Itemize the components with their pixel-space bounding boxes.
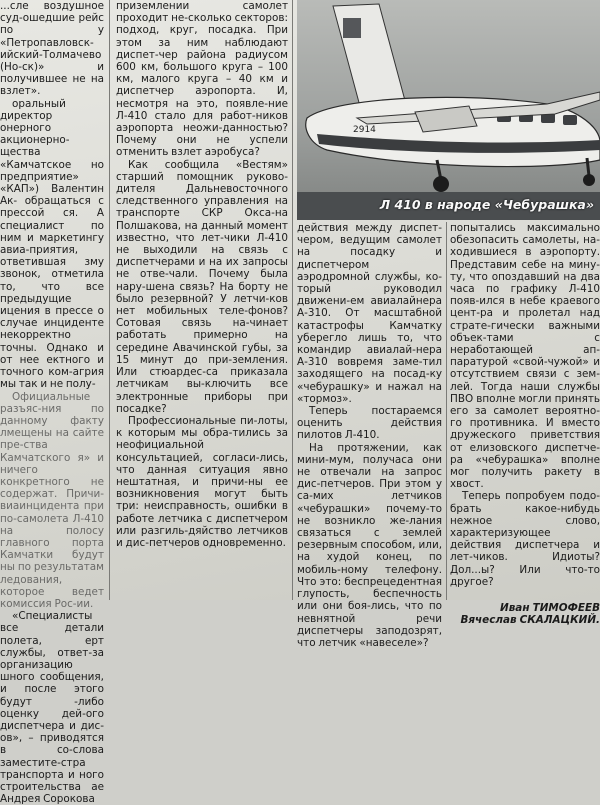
article-column-2 xyxy=(116,0,288,600)
column-divider xyxy=(446,222,447,600)
paragraph: Как сообщила «Вестям» старший помощник руково-дителя Дальневосточного следственного управления на транспорте СКР Окса-на Полшакова, на данный момент известно, что лет-чики Л-410 не выходили на связь с диспетчерами и на их запросы не отве-чали. Почему была нару-шена связь? На борту не было резервной? У летчи-ков нет мобильных теле-фонов? Сотовая связь на-чинает работать примерно на середине Авачинской губы, за 15 минут до при-земления. Или стюардес-са приказала летчикам вы-ключить все электронные приборы при посадке? xyxy=(116,158,288,415)
airplane-icon xyxy=(297,0,600,220)
article-column-1 xyxy=(0,0,104,805)
author-signature: Иван ТИМОФЕЕВ xyxy=(500,602,600,615)
paragraph: попытались максимально обезопасить самолеты, на-ходившиеся в аэропорту. Представим себе на мину-ту, что опоздавший на два часа по графику Л-410 появ-ился в небе краевого цент-ра и пролетал над страте-гически важными объек-тами с неработающей ап-паратурой «свой-чужой» и отсутствием связи с зем-лей. Тогда наши службы ПВО вполне могли принять его за самолет вероятно-го противника. И вместо дружеского приветствия от елизовского диспетче-ра «чебурашка» вполне мог получить ракету в хвост. xyxy=(450,222,600,491)
paragraph: действия между диспет-чером, ведущим самолет на посадку и диспетчером аэродромной службы, ко-торый руководил движени-ем авиалайнера А-310. От масштабной катастрофы Камчатку уберегло лишь то, что командир авиалай-нера А-310 вовремя заме-тил заходящего на посад-ку «чебурашку» и нажал на «тормоз». xyxy=(297,222,442,405)
paragraph: оральный директор онерного акционерно-щества «Камчатское но предприятие» «КАП») Валентин Ак- обращаться с прессой ся. А специалист по ним и маркетингу авиа-приятия, ответившая зму звонок, отметила то, что все предыдущие ицения в прессе о случае инциденте некорректно точны. Однако и от нее ектного и точного ком-агрия мы так и не полу- xyxy=(0,97,104,391)
photo-caption: Л 410 в народе «Чебурашка» xyxy=(379,197,594,212)
paragraph: На протяжении, как мини-мум, получаса они не отвечали на запрос дис-петчеров. При этом у са-мих летчиков «чебурашки» почему-то не возникло же-лания связаться с землей резервным способом, или, на худой конец, по мобиль-ному телефону. Что это: беспрецедентная глупость, беспечность или они боя-лись, что по невнятной речи диспетчеры заподозрят, что летчик «навеселе»? xyxy=(297,441,442,649)
paragraph: Теперь постараемся оценить действия пилотов Л-410. xyxy=(297,405,442,442)
tail-registration: 2914 xyxy=(353,125,376,135)
paragraph: ...сле воздушное суд-ошедшие рейс по у «Петропавловск-ийский-Толмачево (Но-ск)» и получившее не на взлет». xyxy=(0,0,104,98)
paragraph: Официальные разъяс-ния по данному факту лмещены на сайте пре-ства Камчатского я» и ничего конкретного не содержат. Причи-виаинцидента при по-самолета Л-410 на полосу главного порта Камчатки будут ны по результатам ледования, которое ведет комиссия Рос-ии. xyxy=(0,390,104,610)
author-signature: Вячеслав СКАЛАЦКИЙ. xyxy=(460,614,600,627)
paragraph: Теперь попробуем подо-брать какое-нибудь нежное слово, характеризующее действия диспетчера и лет-чиков. Идиоты? Дол...ы? Или что-то другое? xyxy=(450,490,600,588)
paragraph: Профессиональные пи-лоты, к которым мы обра-тились за неофициальной консультацией, согласи-лись, что данная ситуация явно нештатная, и причи-ны ее возникновения могут быть три: неисправность, ошибки в работе летчика с диспетчером или разгиль-дяйство летчиков и дис-петчеров одновременно. xyxy=(116,414,288,549)
article-column-4 xyxy=(450,222,600,627)
column-divider xyxy=(292,0,293,600)
paragraph: «Специалисты все детали полета, ерт службы, ответ-за организацию шного сообщения, и после этого будут -либо оценку дей-ого диспетчера и дис-ов», – приводятся в со-слова заместите-стра транспорта и ного строительства ае Андрея Сорокова xyxy=(0,610,104,805)
paragraph: приземлении самолет проходит не-сколько секторов: подход, круг, посадка. При этом за ним наблюдают диспет-чер района радиусом 600 км, большого круга – 100 км, малого круга – 40 км и диспетчер аэропорта. И, несмотря на это, появле-ние Л-410 стало для работ-ников аэропорта неожи-данностью? Почему они не успели отменить взлет аэробуса? xyxy=(116,0,288,159)
article-column-3 xyxy=(297,222,442,649)
aircraft-photo xyxy=(297,0,600,220)
column-divider xyxy=(109,0,110,600)
